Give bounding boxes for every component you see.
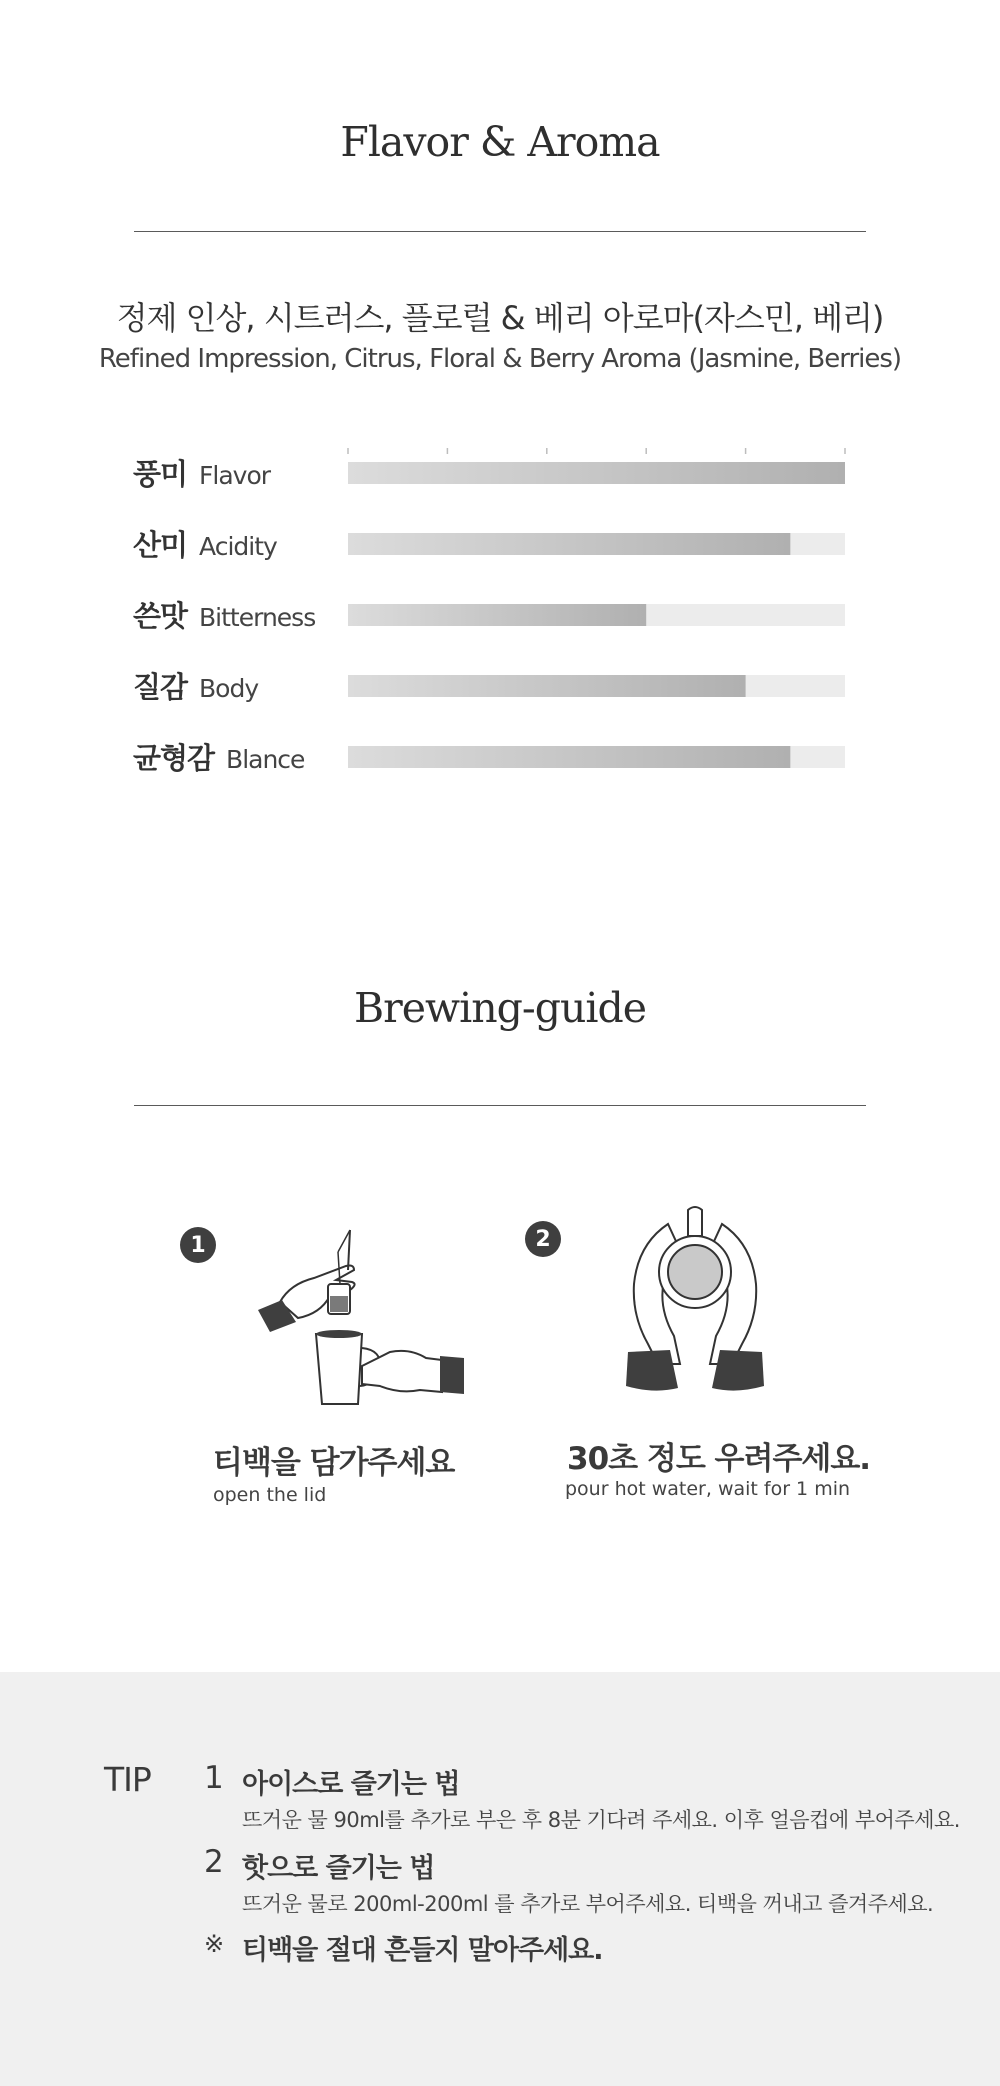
tip-note-mark: ※ (204, 1930, 225, 1958)
bar-label-flavor (133, 452, 270, 492)
hands-holding-cup-icon (618, 1204, 772, 1394)
tip-2-body: 뜨거운 물로 200ml-200ml 를 추가로 부어주세요. 티백을 꺼내고 즐겨주세요. (242, 1892, 934, 1916)
bar-label-ko: 산미 (133, 528, 188, 562)
teabag-mug-hands-icon (250, 1222, 470, 1408)
bar-label-bitterness (133, 594, 315, 634)
flavor-description-ko: 정제 인상, 시트러스, 플로럴 & 베리 아로마(자스민, 베리) (116, 299, 884, 337)
bar-label-ko: 풍미 (133, 457, 188, 491)
flavor-aroma-title: Flavor & Aroma (340, 118, 660, 166)
bar-label-en: Blance (226, 745, 305, 774)
step-2-subtitle: pour hot water, wait for 1 min (565, 1478, 851, 1500)
brewing-divider (134, 1105, 866, 1106)
flavor-profile-chart (0, 440, 1000, 780)
bar-label-acidity (133, 523, 277, 563)
bar-blance (348, 746, 790, 768)
flavor-description-en: Refined Impression, Citrus, Floral & Berry Aroma (Jasmine, Berries) (98, 344, 902, 374)
tip-1-body: 뜨거운 물 90ml를 추가로 부은 후 8분 기다려 주세요. 이후 얼음컵에 부어주세요. (242, 1808, 960, 1832)
tip-label: TIP (104, 1760, 151, 1799)
step-2-title: 30초 정도 우려주세요. (567, 1441, 871, 1477)
tip-2-title: 핫으로 즐기는 법 (242, 1853, 435, 1884)
step-1-title: 티백을 담가주세요 (213, 1445, 455, 1481)
bar-bitterness (348, 604, 646, 626)
step-2-badge: 2 (525, 1221, 561, 1257)
bar-flavor (348, 462, 845, 484)
bar-label-ko: 균형감 (133, 741, 215, 775)
brewing-guide-title: Brewing-guide (354, 984, 646, 1032)
step-1-subtitle: open the lid (213, 1484, 327, 1506)
bar-acidity (348, 533, 790, 555)
tip-note: 티백을 절대 흔들지 말아주세요. (242, 1935, 603, 1966)
bar-label-en: Acidity (199, 532, 277, 561)
flavor-divider (134, 231, 866, 232)
bar-label-body (133, 665, 258, 705)
tip-section (0, 1672, 1000, 2086)
bar-label-en: Bitterness (199, 603, 316, 632)
bar-body (348, 675, 746, 697)
tip-1-number: 1 (204, 1760, 224, 1796)
tip-1-title: 아이스로 즐기는 법 (242, 1769, 460, 1800)
bar-label-ko: 질감 (133, 670, 188, 704)
bar-label-ko: 쓴맛 (133, 599, 188, 633)
step-1-badge: 1 (180, 1227, 216, 1263)
bar-label-blance (133, 736, 304, 776)
bar-label-en: Flavor (199, 461, 271, 490)
bar-label-en: Body (199, 674, 259, 703)
tip-2-number: 2 (204, 1844, 224, 1880)
